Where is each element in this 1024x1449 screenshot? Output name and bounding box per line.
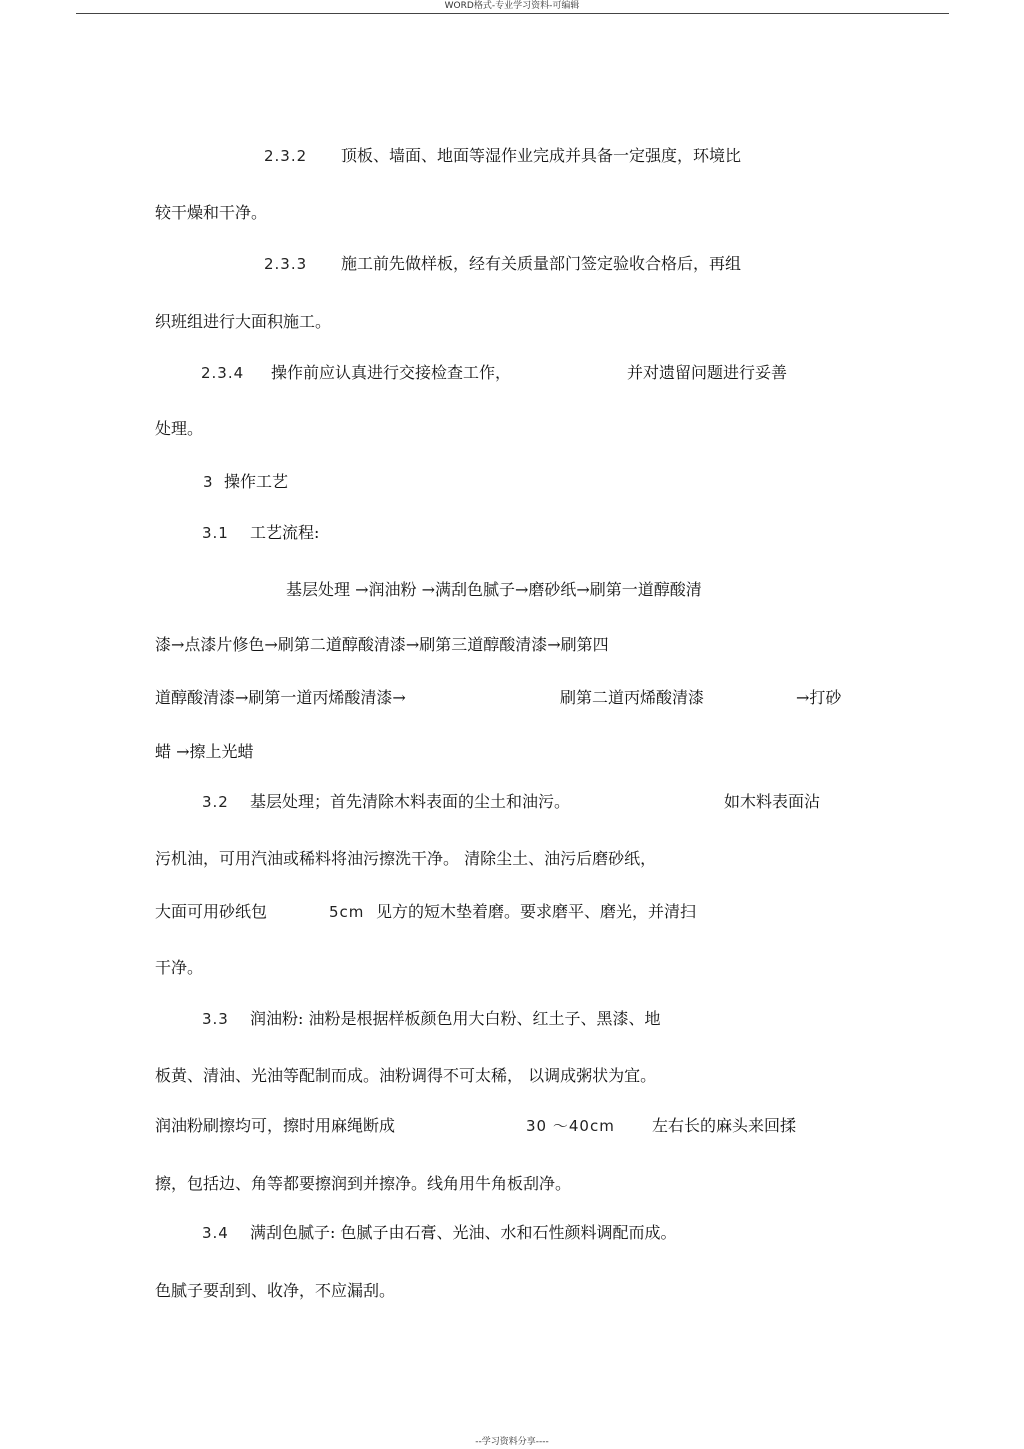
heading-3-1 [0,523,1024,545]
para-3-2-line4: 干净。 [155,958,204,977]
para-3-4-line1 [0,1223,1024,1245]
page-footer: --学习资料分享---- [475,1437,549,1447]
text: 满刮色腻子: 色腻子由石膏、光油、水和石性颜料调配而成。 [250,1223,677,1242]
text: 操作前应认真进行交接检查工作， [271,363,512,382]
text: 如木料表面沾 [724,792,821,811]
section-number: 2.3.4 [201,364,245,382]
heading-3 [0,472,1024,494]
text: 顶板、墙面、地面等湿作业完成并具备一定强度，环境比 [341,146,742,165]
para-2-3-3-line2: 织班组进行大面积施工。 [155,312,332,331]
para-3-3-line1 [0,1009,1024,1031]
flow-line3 [0,688,1024,710]
text: 左右长的麻头来回揉 [652,1116,797,1135]
para-3-3-line2: 板黄、清油、光油等配制而成。油粉调得不可太稀， 以调成粥状为宜。 [155,1066,657,1085]
heading-title: 工艺流程: [250,523,320,542]
para-2-3-4-line1 [0,363,1024,385]
measurement: 30 ～40cm [526,1117,615,1135]
section-number: 3 [203,473,214,491]
text: 基层处理；首先清除木料表面的尘土和油污。 [250,792,571,811]
text: 见方的短木垫着磨。要求磨平、磨光，并清扫 [376,902,697,921]
text: 大面可用砂纸包 [155,902,268,921]
para-2-3-3-line1 [0,254,1024,276]
para-3-2-line3 [0,902,1024,924]
para-2-3-4-line2: 处理。 [155,419,204,438]
measurement: 5cm [329,903,365,921]
para-3-2-line1 [0,792,1024,814]
text: 施工前先做样板，经有关质量部门签定验收合格后，再组 [341,254,742,273]
para-3-3-line3 [0,1116,1024,1138]
section-number: 2.3.3 [264,255,308,273]
section-number: 3.2 [202,793,229,811]
text: →打砂 [796,688,842,707]
text: 并对遗留问题进行妥善 [627,363,788,382]
flow-line1: 基层处理 →润油粉 →满刮色腻子→磨砂纸→刷第一道醇酸清 [286,580,702,599]
section-number: 3.4 [202,1224,229,1242]
para-3-2-line2: 污机油，可用汽油或稀料将油污擦洗干净。 清除尘土、油污后磨砂纸， [155,849,657,868]
section-number: 2.3.2 [264,147,308,165]
header-rule [76,13,949,14]
para-2-3-2-line2: 较干燥和干净。 [155,203,268,222]
text: 润油粉刷擦均可，擦时用麻绳断成 [155,1116,396,1135]
para-2-3-2-line1 [0,146,1024,168]
section-number: 3.3 [202,1010,229,1028]
flow-line4: 蜡 →擦上光蜡 [155,742,254,761]
heading-title: 操作工艺 [224,472,289,491]
flow-line2: 漆→点漆片修色→刷第二道醇酸清漆→刷第三道醇酸清漆→刷第四 [155,635,609,654]
text: 刷第二道丙烯酸清漆 [560,688,705,707]
para-3-4-line2: 色腻子要刮到、收净，不应漏刮。 [155,1281,396,1300]
para-3-3-line4: 擦，包括边、角等都要擦润到并擦净。线角用牛角板刮净。 [155,1174,572,1193]
text: 道醇酸清漆→刷第一道丙烯酸清漆→ [155,688,406,707]
page-header: WORD格式-专业学习资料-可编辑 [444,1,580,11]
section-number: 3.1 [202,524,229,542]
text: 润油粉: 油粉是根据样板颜色用大白粉、红土子、黑漆、地 [250,1009,661,1028]
